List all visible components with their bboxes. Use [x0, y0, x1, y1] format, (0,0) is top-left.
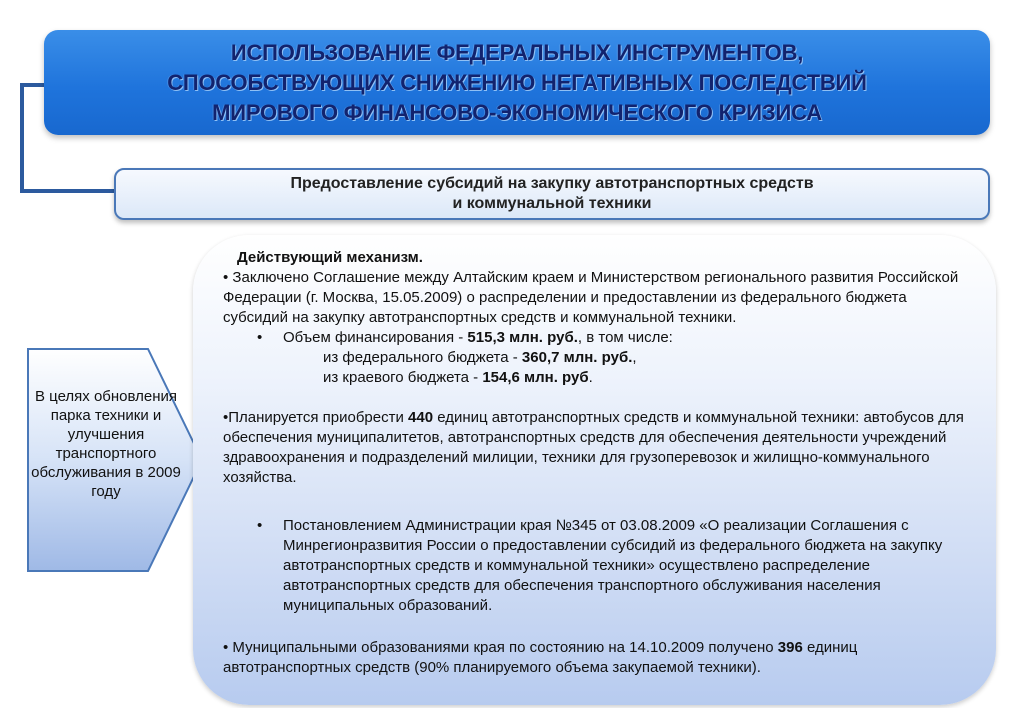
- funding-total: 515,3 млн. руб.: [467, 329, 578, 346]
- plan-paragraph: [223, 408, 973, 488]
- bullet-dot: •: [257, 329, 263, 346]
- subtitle-banner: [114, 168, 990, 220]
- agreement-paragraph: • Заключено Соглашение между Алтайским краем и Министерством регионального развития Российской Федерации (г. Москва, 15.05.2009) о распределении и предоставлении из федерального бюджета субсидий на закупку автотранспортных средств и коммунальной техники.: [223, 269, 959, 326]
- federal-label: из федерального бюджета -: [323, 349, 522, 366]
- subtitle-line-2: и коммунальной техники: [452, 195, 652, 212]
- regional-value: 154,6 млн. руб: [482, 369, 589, 386]
- mechanism-heading: Действующий механизм.: [237, 249, 423, 266]
- connector-line-bottom: [20, 189, 118, 193]
- decree-text: Постановлением Администрации края №345 от 03.08.2009 «О реализации Соглашения с Минрегионразвития России о предоставлении субсидий из федерального бюджета на закупку автотранспортных средств и коммунальной техники» осуществлено распределение автотранспортных средств для обеспечения транспортного обслуживания населения муниципальных образований.: [283, 517, 943, 614]
- title-line-1: ИСПОЛЬЗОВАНИЕ ФЕДЕРАЛЬНЫХ ИНСТРУМЕНТОВ,: [230, 39, 804, 65]
- plan-description: единиц автотранспортных средств и коммунальной техники: автобусов для обеспечения муниципалитетов, автотранспортных средств для обеспечения деятельности учреждений здравоохранения и подразделений милиции, техники для грузоперевозок и жилищно-коммунального хозяйства.: [223, 409, 964, 486]
- content-text: [223, 248, 973, 678]
- subtitle-line-1: Предоставление субсидий на закупку автотранспортных средств: [290, 175, 814, 192]
- connector-line-vertical: [20, 86, 24, 192]
- decree-item: [223, 516, 973, 616]
- plan-count: 440: [408, 409, 434, 426]
- funding-item: [223, 328, 973, 348]
- received-description: единиц автотранспортных средств (90% планируемого объема закупаемой техники).: [223, 639, 858, 676]
- plan-label: •Планируется приобрести: [223, 409, 409, 426]
- federal-budget-line: [223, 348, 973, 368]
- title-line-3: МИРОВОГО ФИНАНСОВО-ЭКОНОМИЧЕСКОГО КРИЗИСА: [212, 99, 822, 125]
- federal-value: 360,7 млн. руб.: [521, 349, 633, 366]
- funding-suffix: , в том числе:: [577, 329, 673, 346]
- received-paragraph: [223, 638, 973, 678]
- federal-suffix: ,: [632, 349, 637, 366]
- purpose-arrow: [26, 347, 206, 573]
- title-line-2: СПОСОБСТВУЮЩИХ СНИЖЕНИЮ НЕГАТИВНЫХ ПОСЛЕДСТВИЙ: [167, 69, 867, 95]
- regional-budget-line: [223, 368, 973, 388]
- regional-suffix: .: [588, 369, 593, 386]
- arrow-text: В целях обновления парка техники и улучшения транспортного обслуживания в 2009 году: [31, 388, 181, 500]
- funding-label: Объем финансирования -: [283, 329, 468, 346]
- bullet-dot: •: [257, 517, 263, 534]
- received-count: 396: [777, 639, 803, 656]
- title-banner: [44, 30, 990, 135]
- regional-label: из краевого бюджета -: [323, 369, 483, 386]
- received-label: • Муниципальными образованиями края по состоянию на 14.10.2009 получено: [223, 639, 778, 656]
